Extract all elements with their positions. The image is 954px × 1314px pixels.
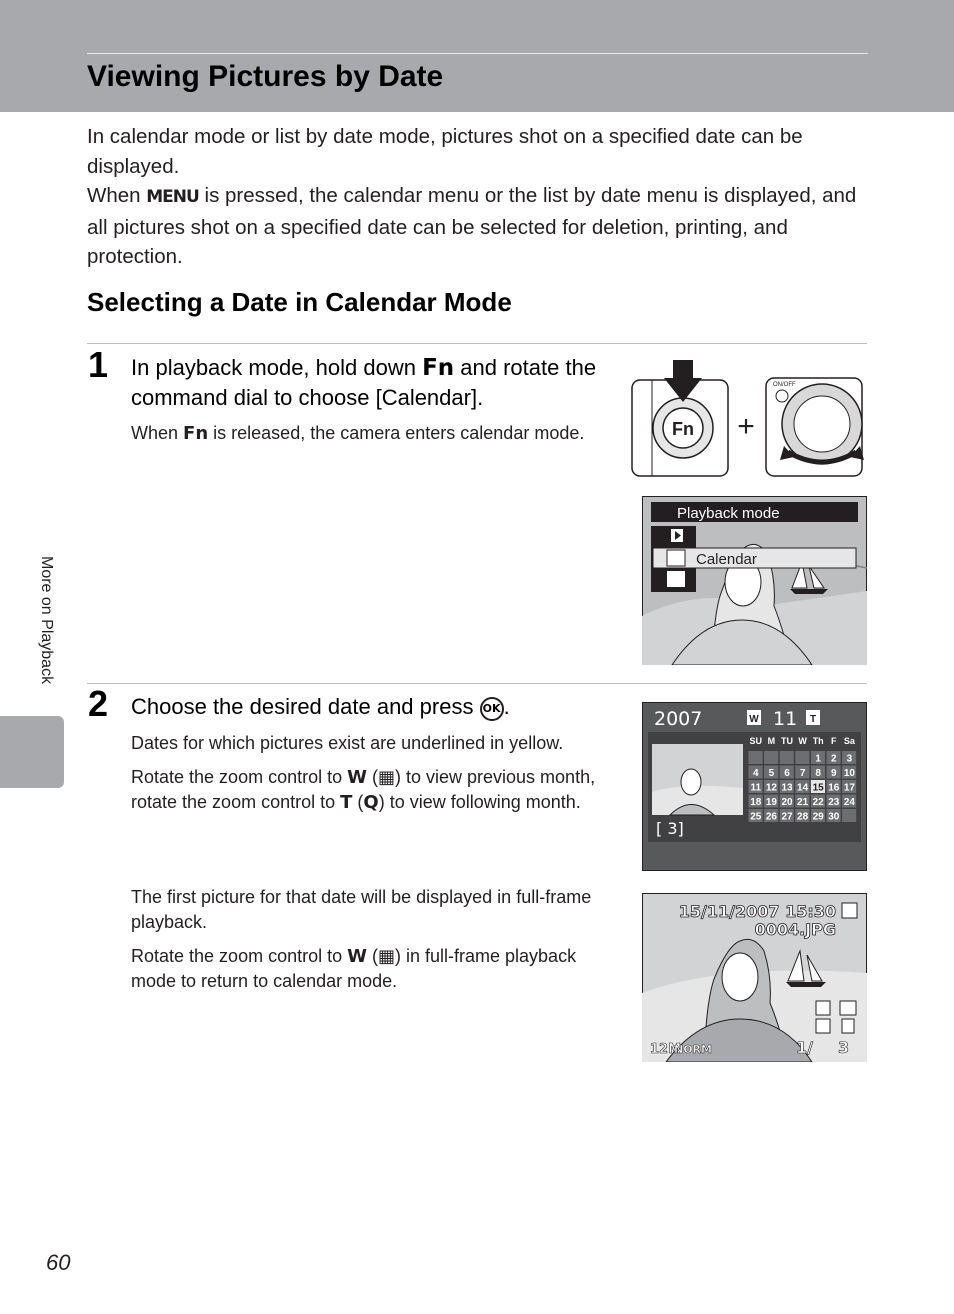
fn-button-icon: Fn xyxy=(422,355,455,381)
command-dial-illustration xyxy=(766,378,864,476)
step-1-heading-part: In playback mode, hold down xyxy=(131,355,423,380)
calendar-day-cell xyxy=(749,751,763,764)
t-zoom-icon: T xyxy=(340,792,353,813)
calendar-day-number: 15 xyxy=(812,782,824,794)
text-part: ( xyxy=(366,946,378,966)
calendar-day-number: 3 xyxy=(846,753,853,765)
weekday-label: TU xyxy=(781,736,793,746)
weekday-label: Th xyxy=(812,736,824,746)
calendar-day-number: 10 xyxy=(843,768,855,779)
intro-paragraph-2 xyxy=(87,181,877,272)
playback-datetime: 15/11/2007 15:30 xyxy=(678,902,836,921)
thumbnail-icon: ▦ xyxy=(377,946,395,967)
calendar-day-number: 2 xyxy=(831,753,837,765)
w-label: W xyxy=(749,714,759,725)
step-2-text-4 xyxy=(131,944,621,994)
fn-label: Fn xyxy=(672,419,694,439)
calendar-day-number: 18 xyxy=(750,797,762,808)
step-divider xyxy=(87,683,867,684)
page-number: 60 xyxy=(46,1250,71,1275)
w-zoom-icon: W xyxy=(347,767,367,788)
weekday-label: Sa xyxy=(843,736,855,746)
ok-button-icon xyxy=(816,1019,830,1033)
step-1-number: 1 xyxy=(88,344,109,385)
step-1-note xyxy=(131,421,611,446)
calendar-day-number: 11 xyxy=(750,782,762,794)
calendar-day-number: 12 xyxy=(765,782,777,794)
step-2-text-2 xyxy=(131,765,611,815)
calendar-screen xyxy=(642,702,867,871)
text-part: ( xyxy=(352,792,364,812)
list-by-date-icon xyxy=(667,571,685,587)
weekday-label: SU xyxy=(749,736,763,746)
calendar-day-number: 26 xyxy=(765,811,777,823)
text-part: ) to view previous month, rotate the zoom control to xyxy=(131,767,596,812)
t-label: T xyxy=(809,714,817,725)
calendar-day-number: 28 xyxy=(797,811,809,823)
calendar-day-number: 20 xyxy=(781,797,793,808)
calendar-icon xyxy=(667,550,685,566)
calendar-day-cell xyxy=(842,809,856,822)
fn-button-illustration xyxy=(632,360,728,476)
section-title: Selecting a Date in Calendar Mode xyxy=(87,287,512,317)
weekday-label: W xyxy=(798,736,807,746)
calendar-day-number: 16 xyxy=(828,782,840,794)
calendar-day-number: 29 xyxy=(812,811,824,823)
text-part: ) to view following month. xyxy=(378,792,581,812)
thumbnail-icon: ▦ xyxy=(377,767,395,788)
step-2-heading xyxy=(131,692,611,721)
full-frame-screen xyxy=(642,893,867,1062)
image-mode-indicator: 12M xyxy=(650,1042,682,1057)
count-value: 3 xyxy=(667,819,678,838)
step-2-heading-part: Choose the desired date and press xyxy=(131,694,480,719)
step-1-heading-part: and rotate the command dial to choose [Calendar]. xyxy=(131,355,597,410)
w-zoom-icon: W xyxy=(347,946,367,967)
frame-counter-current: 1/ xyxy=(796,1038,813,1057)
calendar-day-number: 5 xyxy=(768,768,775,779)
text-part: ) in full-frame playback mode to return to calendar mode. xyxy=(131,946,577,991)
voice-memo-icon xyxy=(842,1019,854,1033)
frame-counter-total: 3 xyxy=(838,1038,850,1057)
calendar-day-cell xyxy=(795,751,809,764)
picture-count: [ 3] xyxy=(656,819,684,838)
calendar-day-cell xyxy=(764,751,778,764)
playback-filename: 0004.JPG xyxy=(754,920,836,939)
intro-paragraph-1: In calendar mode or list by date mode, pictures shot on a specified date can be displayed. xyxy=(87,125,803,178)
calendar-day-number: 19 xyxy=(765,797,777,808)
calendar-day-number: 1 xyxy=(815,753,821,765)
calendar-day-cell xyxy=(780,751,794,764)
ok-button-icon: OK xyxy=(480,697,504,721)
calendar-day-number: 24 xyxy=(843,797,855,808)
on-off-label: ON/OFF xyxy=(773,382,796,388)
step-2-number: 2 xyxy=(88,683,109,724)
header-band xyxy=(0,0,954,112)
step-2-text-3: The first picture for that date will be displayed in full-frame playback. xyxy=(131,887,592,932)
text-part: Rotate the zoom control to xyxy=(131,767,348,787)
menu-button-icon: MENU xyxy=(146,187,199,207)
camera-controls-illustration xyxy=(630,360,866,480)
protect-icon xyxy=(842,903,857,918)
image-quality-indicator: NORM xyxy=(674,1043,712,1056)
calendar-menu-item: Calendar xyxy=(696,551,757,568)
step-1-note-part: When xyxy=(131,423,184,443)
calendar-day-number: 13 xyxy=(781,782,793,794)
intro-text xyxy=(87,122,877,272)
calendar-day-number: 21 xyxy=(797,797,809,808)
calendar-day-number: 22 xyxy=(812,797,824,808)
calendar-day-number: 6 xyxy=(784,768,790,779)
section-divider xyxy=(87,343,867,344)
calendar-day-number: 14 xyxy=(797,782,809,794)
calendar-month: 11 xyxy=(773,708,798,730)
calendar-day-number: 9 xyxy=(831,768,837,779)
calendar-day-number: 25 xyxy=(750,811,762,823)
page-title: Viewing Pictures by Date xyxy=(87,60,444,93)
sidebar-chapter-label: More on Playback xyxy=(38,556,55,685)
calendar-day-number: 7 xyxy=(799,768,806,779)
calendar-day-number: 17 xyxy=(843,782,855,794)
calendar-day-number: 4 xyxy=(753,768,759,779)
calendar-day-number: 27 xyxy=(781,811,793,823)
calendar-day-number: 8 xyxy=(815,768,821,779)
menu-title: Playback mode xyxy=(677,505,780,522)
calendar-day-number: 23 xyxy=(828,797,840,808)
calendar-day-number: 30 xyxy=(828,811,840,823)
step-2-text-1: Dates for which pictures exist are underlined in yellow. xyxy=(131,733,564,753)
w-zoom-icon xyxy=(816,1001,830,1015)
fn-button-icon: Fn xyxy=(183,423,209,444)
calendar-year: 2007 xyxy=(654,708,703,730)
step-1-note-part: is released, the camera enters calendar mode. xyxy=(208,423,585,443)
text-part: Rotate the zoom control to xyxy=(131,946,348,966)
weekday-label: M xyxy=(767,736,776,746)
text-part: ( xyxy=(366,767,378,787)
intro-text-part: is pressed, the calendar menu or the list by date menu is displayed, and all pictures shot on a specified date can be selected for deletion, printing, and protection. xyxy=(87,184,857,268)
step-2-heading-part: . xyxy=(503,694,510,719)
chapter-tab xyxy=(0,716,64,788)
plus-sign: + xyxy=(737,410,755,443)
magnify-icon: Q xyxy=(363,792,379,813)
intro-text-part: When xyxy=(87,184,147,207)
playback-mode-screen xyxy=(642,496,867,665)
calendar-icon xyxy=(840,1001,856,1015)
weekday-label: F xyxy=(831,736,837,746)
header-rule xyxy=(87,53,868,54)
step-1-heading xyxy=(131,353,611,412)
